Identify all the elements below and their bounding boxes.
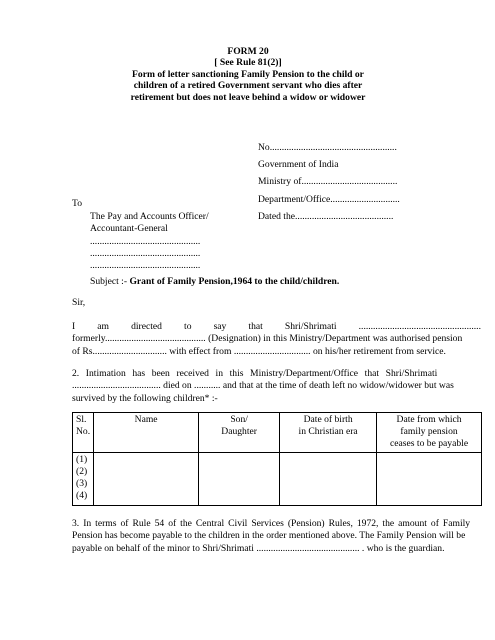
- word: Shri/Shrimati: [284, 321, 337, 332]
- paragraph-2-line: 2. Intimation has been received in this Ministry/Department/Office that Shri/Shrimati: [72, 368, 438, 379]
- header-text: Sl.: [76, 414, 87, 425]
- subject-line: [90, 276, 339, 287]
- serial-number: (2): [76, 465, 88, 477]
- word: to: [184, 321, 192, 332]
- dated-line: Dated the.........................................: [258, 210, 394, 222]
- header-text: Date of birth: [303, 414, 353, 425]
- serial-cell: [73, 452, 94, 505]
- form-heading-line: retirement but does not leave behind a widow or widower: [130, 91, 366, 103]
- header-serial: [73, 413, 94, 453]
- children-table: [72, 412, 482, 506]
- letter-number: No.....................................................: [258, 142, 397, 153]
- header-name: [94, 413, 199, 453]
- paragraph-3-line: 3. In terms of Rule 54 of the Central Civil Services (Pension) Rules, 1972, the amount of Family: [72, 518, 471, 529]
- header-son-daughter: [199, 413, 280, 453]
- paragraph-2-line: survived by the following children* :-: [72, 392, 218, 404]
- table-header-row: [73, 413, 482, 453]
- header-text: in Christian era: [298, 426, 358, 438]
- ministry-line: Ministry of........................................: [258, 176, 398, 188]
- paragraph-3-line: Pension has become payable to the children in the order mentioned above. The Family Pension will be: [72, 530, 466, 542]
- recipient-line: The Pay and Accounts Officer/: [90, 211, 209, 222]
- government-name: Government of India: [258, 159, 339, 171]
- word: ...................................................: [358, 321, 481, 332]
- department-line: Department/Office.............................: [258, 193, 400, 205]
- paragraph-2: [72, 368, 481, 405]
- paragraph-2-line: ..................................... died on ........... and that at the time of death left no widow/widower but was: [72, 380, 454, 392]
- form-title: FORM 20: [227, 46, 269, 57]
- header-text: Date from which: [396, 414, 462, 425]
- paragraph-3: [72, 518, 481, 555]
- to-label: To: [72, 198, 82, 209]
- sender-address-block: [258, 139, 400, 225]
- header-date-of-birth: [280, 413, 377, 453]
- header-text: family pension: [400, 426, 458, 438]
- recipient-line: ..............................................: [90, 247, 201, 259]
- paragraph-1-line: of Rs............................... with effect from ................................ on his/her retirement from service.: [72, 345, 446, 357]
- paragraph-1-line: formerly.......................................... (Designation) in this Ministry/Department was authorised pension: [72, 333, 463, 345]
- subject-text: Grant of Family Pension,1964 to the child/children.: [129, 276, 340, 287]
- word: directed: [131, 321, 162, 332]
- word: say: [213, 321, 227, 332]
- form-heading-line: children of a retired Government servant who dies after: [133, 80, 363, 92]
- table-row: [73, 452, 482, 505]
- form-rule: [ See Rule 81(2)]: [214, 57, 282, 69]
- name-cell: [94, 452, 199, 505]
- form-heading-line: Form of letter sanctioning Family Pension to the child or: [132, 68, 364, 80]
- son-daughter-cell: [199, 452, 280, 505]
- recipient-block: [90, 211, 209, 272]
- word: I: [72, 321, 76, 332]
- paragraph-1: [72, 321, 481, 358]
- paragraph-1-line: [72, 321, 481, 333]
- header-text: Son/: [230, 414, 248, 425]
- recipient-line: Accountant-General: [90, 223, 168, 235]
- header-text: Daughter: [221, 426, 257, 438]
- serial-number: (3): [76, 478, 88, 490]
- recipient-line: ..............................................: [90, 260, 201, 272]
- serial-number: (1): [76, 453, 88, 465]
- word: that: [248, 321, 263, 332]
- header-text: Name: [134, 414, 158, 425]
- serial-number: (4): [76, 490, 88, 502]
- pension-ceases-cell: [377, 452, 482, 505]
- word: am: [97, 321, 109, 332]
- date-of-birth-cell: [280, 452, 377, 505]
- header-text: ceases to be payable: [390, 438, 469, 450]
- form-heading: [88, 46, 408, 103]
- salutation: Sir,: [72, 297, 86, 308]
- subject-prefix: Subject :-: [90, 276, 128, 287]
- paragraph-3-line: payable on behalf of the minor to Shri/Shrimati ........................................... . who is the guardian.: [72, 542, 445, 554]
- header-pension-ceases: [377, 413, 482, 453]
- header-text: No.: [76, 426, 91, 438]
- recipient-line: ..............................................: [90, 235, 201, 247]
